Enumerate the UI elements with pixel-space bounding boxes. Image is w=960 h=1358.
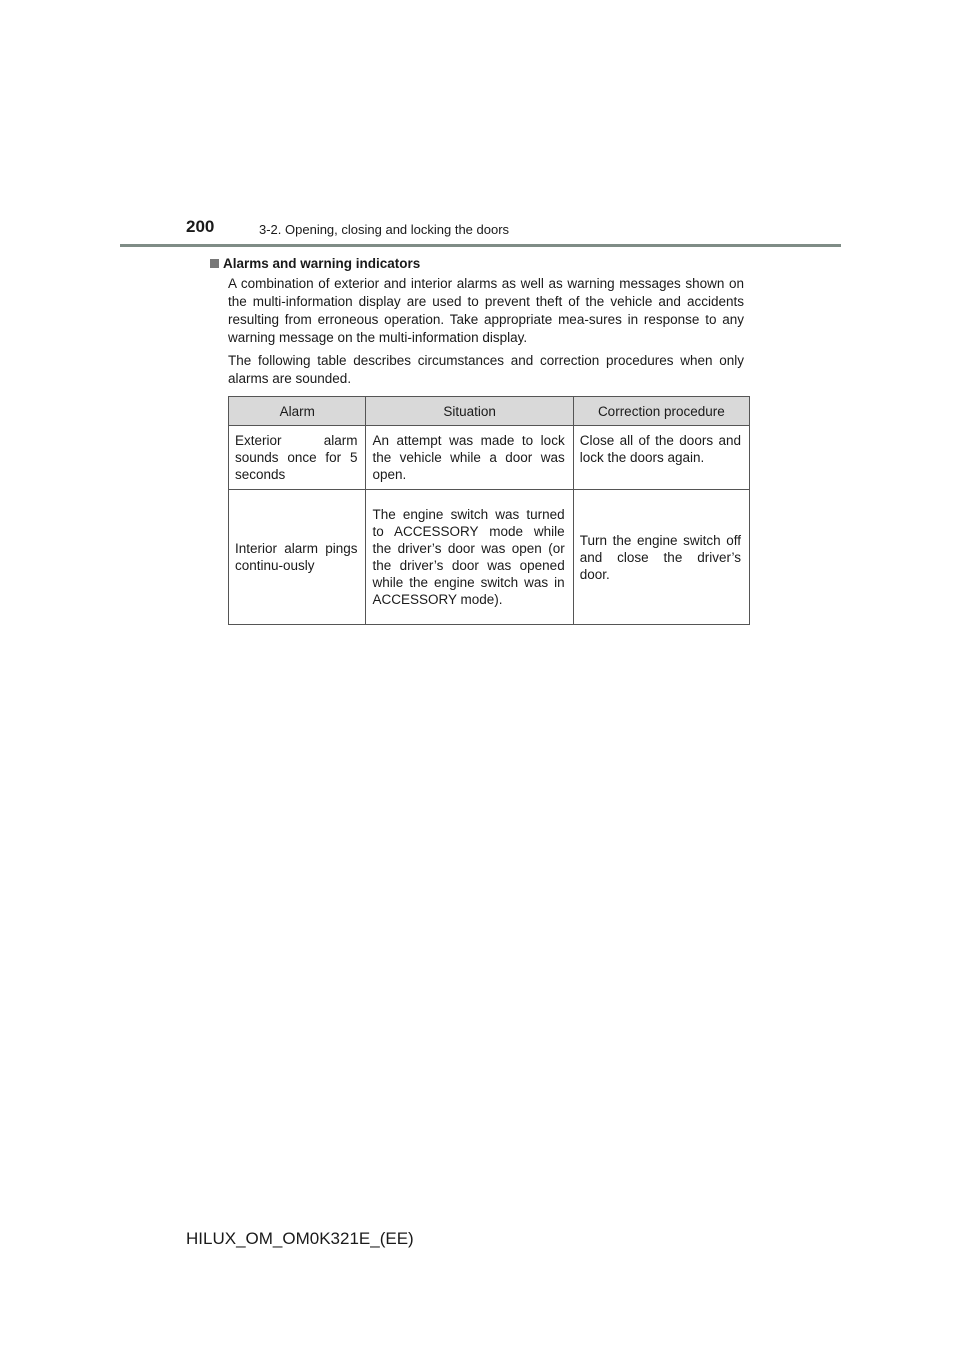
page-number: 200 (186, 217, 215, 236)
subheading (210, 256, 420, 271)
table-row (229, 426, 750, 490)
table-header-row (229, 397, 750, 426)
square-bullet-icon (210, 259, 219, 268)
cell-correction: Close all of the doors and lock the doors again. (573, 426, 749, 490)
alarm-table (228, 396, 750, 625)
section-title: 3-2. Opening, closing and locking the doors (259, 222, 510, 237)
cell-alarm: Exterior alarm sounds once for 5 seconds (229, 426, 366, 490)
header-situation: Situation (366, 397, 573, 426)
cell-situation: An attempt was made to lock the vehicle while a door was open. (366, 426, 573, 490)
table-row (229, 490, 750, 625)
document-code: HILUX_OM_OM0K321E_(EE) (186, 1229, 414, 1248)
header-correction: Correction procedure (573, 397, 749, 426)
header-alarm: Alarm (229, 397, 366, 426)
cell-correction: Turn the engine switch off and close the driver’s door. (573, 490, 749, 625)
header-rule (120, 244, 841, 247)
paragraph-table-description: The following table describes circumstances and correction procedures when only alarms are sounded. (228, 353, 744, 386)
cell-situation: The engine switch was turned to ACCESSORY mode while the driver’s door was open (or the driver’s door was opened while the engine switch was in ACCESSORY mode). (366, 490, 573, 625)
paragraph-intro: A combination of exterior and interior alarms as well as warning messages shown on the multi-information display are used to prevent theft of the vehicle and accidents resulting from erroneous operation. Take appropriate mea-sures in response to any warning message on the multi-information display. (228, 276, 744, 345)
cell-alarm: Interior alarm pings continu-ously (229, 490, 366, 625)
subheading-text: Alarms and warning indicators (223, 256, 421, 271)
